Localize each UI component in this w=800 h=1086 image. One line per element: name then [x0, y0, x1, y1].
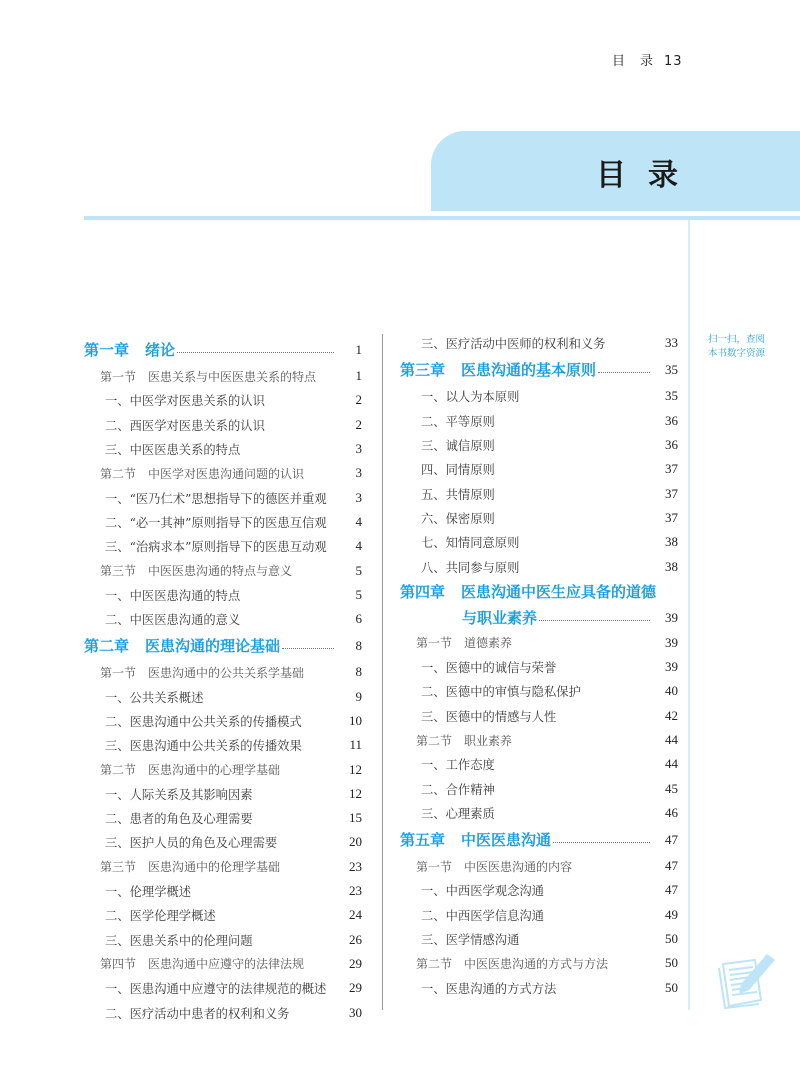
toc-item[interactable]: 一、医患沟通的方式方法 50 [421, 979, 678, 996]
toc-item[interactable]: 三、医患沟通中公共关系的传播效果 11 [105, 737, 362, 754]
page-title: 目录 [596, 158, 700, 193]
toc-item[interactable]: 二、西医学对医患关系的认识 2 [105, 416, 362, 433]
toc-item[interactable]: 一、公共关系概述 9 [105, 688, 362, 705]
toc-section[interactable]: 第三节 中医医患沟通的特点与意义 5 [100, 562, 362, 579]
toc-item[interactable]: 一、以人为本原则 35 [421, 388, 678, 405]
digital-resources-note [708, 333, 788, 361]
toc-item[interactable]: 一、“医乃仁术”思想指导下的德医并重观 3 [105, 489, 362, 506]
toc-item[interactable]: 二、医学伦理学概述 24 [105, 907, 362, 924]
toc-item[interactable]: 五、共情原则 37 [421, 485, 678, 502]
toc-item[interactable]: 一、工作态度 44 [421, 756, 678, 773]
toc-section[interactable]: 第三节 医患沟通中的伦理学基础 23 [100, 858, 362, 875]
toc-item[interactable]: 三、心理素质 46 [421, 804, 678, 821]
toc-item[interactable]: 一、中西医学观念沟通 47 [421, 882, 678, 899]
toc-item[interactable]: 一、医德中的诚信与荣誉 39 [421, 659, 678, 676]
toc-item[interactable]: 一、中医医患沟通的特点 5 [105, 586, 362, 603]
toc-section[interactable]: 第一节 道德素养 39 [416, 634, 678, 651]
toc-item[interactable]: 二、合作精神 45 [421, 780, 678, 797]
toc-item[interactable]: 三、诚信原则 36 [421, 437, 678, 454]
toc-item[interactable]: 二、医疗活动中患者的权利和义务 30 [105, 1004, 362, 1021]
toc-section[interactable]: 第一节 中医医患沟通的内容 47 [416, 858, 678, 874]
running-header [612, 50, 683, 69]
toc-item[interactable]: 三、医疗活动中医师的权利和义务 33 [421, 335, 678, 352]
toc-item[interactable]: 一、中医学对医患关系的认识 2 [105, 392, 362, 409]
note-line-2: 本书数字资源 [708, 348, 766, 359]
toc-section[interactable]: 第一节 医患关系与中医医患关系的特点 1 [100, 368, 362, 384]
toc-section[interactable]: 第二节 中医学对医患沟通问题的认识 3 [100, 465, 362, 481]
toc-section[interactable]: 第一节 医患沟通中的公共关系学基础 8 [100, 664, 362, 680]
toc-item[interactable]: 三、医德中的情感与人性 42 [421, 707, 678, 724]
leader-dots [539, 620, 650, 621]
toc-item[interactable]: 二、中医医患沟通的意义 6 [105, 611, 362, 628]
toc-item[interactable]: 三、医护人员的角色及心理需要 20 [105, 834, 362, 851]
leader-dots [553, 842, 650, 843]
running-title: 目 录 [612, 54, 655, 69]
leader-dots [598, 372, 650, 373]
toc-column-right [400, 331, 678, 1000]
column-divider [382, 334, 383, 1010]
toc-item[interactable]: 二、平等原则 36 [421, 412, 678, 429]
margin-divider [688, 220, 690, 1010]
toc-column-left [84, 335, 362, 1025]
toc-item[interactable]: 三、中医医患关系的特点 3 [105, 441, 362, 458]
toc-item[interactable]: 三、医学情感沟通 50 [421, 931, 678, 948]
toc-item[interactable]: 二、医德中的审慎与隐私保护 40 [421, 683, 678, 700]
toc-item[interactable]: 二、中西医学信息沟通 49 [421, 906, 678, 923]
toc-chapter[interactable]: 第四章 医患沟通中医生应具备的道德 与职业素养 39 [400, 583, 678, 628]
toc-item[interactable]: 一、人际关系及其影响因素 12 [105, 785, 362, 802]
toc-chapter[interactable]: 第五章 中医医患沟通 47 [400, 831, 678, 850]
toc-item[interactable]: 二、“必一其神”原则指导下的医患互信观 4 [105, 513, 362, 530]
toc-item[interactable]: 八、共同参与原则 38 [421, 558, 678, 575]
horizontal-rule [84, 216, 800, 220]
page-number: 13 [664, 54, 683, 69]
toc-section[interactable]: 第二节 职业素养 44 [416, 732, 678, 748]
toc-item[interactable]: 六、保密原则 37 [421, 509, 678, 526]
toc-item[interactable]: 三、医患关系中的伦理问题 26 [105, 931, 362, 948]
notebook-pencil-icon [715, 950, 779, 1010]
toc-item[interactable]: 四、同情原则 37 [421, 461, 678, 478]
leader-dots [282, 648, 334, 649]
note-line-1: 扫一扫，查阅 [708, 334, 766, 345]
toc-item[interactable]: 七、知情同意原则 38 [421, 534, 678, 551]
toc-chapter[interactable]: 第一章 绪论 1 [84, 341, 362, 359]
toc-item[interactable]: 二、患者的角色及心理需要 15 [105, 810, 362, 827]
toc-section[interactable]: 第二节 中医医患沟通的方式与方法 50 [416, 955, 678, 971]
toc-chapter[interactable]: 第三章 医患沟通的基本原则 35 [400, 361, 678, 380]
toc-item[interactable]: 一、伦理学概述 23 [105, 883, 362, 900]
toc-item[interactable]: 二、医患沟通中公共关系的传播模式 10 [105, 713, 362, 729]
toc-section[interactable]: 第四节 医患沟通中应遵守的法律法规 29 [100, 955, 362, 972]
leader-dots [177, 352, 334, 353]
toc-item[interactable]: 一、医患沟通中应遵守的法律规范的概述 29 [105, 980, 362, 997]
toc-item[interactable]: 三、“治病求本”原则指导下的医患互动观 4 [105, 538, 362, 555]
toc-section[interactable]: 第二节 医患沟通中的心理学基础 12 [100, 761, 362, 778]
toc-chapter[interactable]: 第二章 医患沟通的理论基础 8 [84, 637, 362, 656]
